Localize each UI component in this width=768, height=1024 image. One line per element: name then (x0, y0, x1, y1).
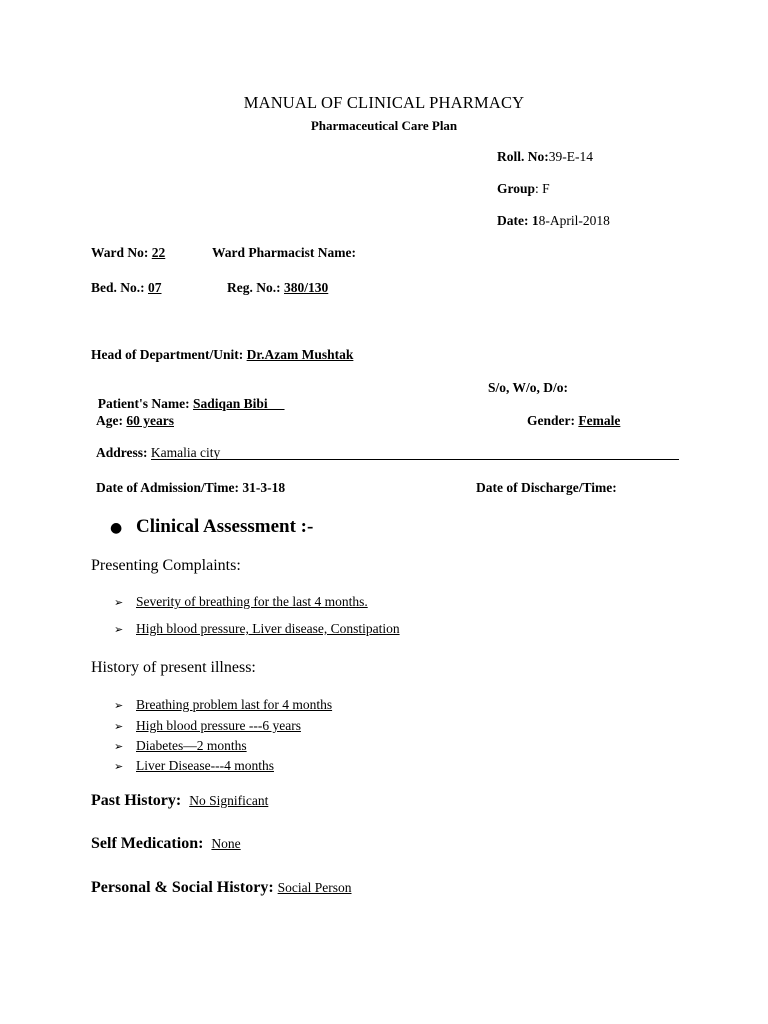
address-value: Kamalia city (150, 445, 221, 460)
age-value: 60 years (126, 413, 174, 428)
bed-label: Bed. No.: (91, 280, 148, 295)
ward-no-label: Ward No: (91, 245, 152, 260)
admission-date: Date of Admission/Time: 31-3-18 (96, 480, 286, 495)
arrow-right-icon: ➢ (114, 699, 124, 712)
bed-value: 07 (148, 280, 162, 295)
past-history-label: Past History: (91, 792, 182, 809)
gender-label: Gender: (527, 413, 579, 428)
bullet-dot-icon: ● (110, 520, 123, 536)
list-item (114, 717, 301, 735)
patient-gender (527, 413, 620, 429)
roll-number (497, 149, 593, 165)
patient-age (96, 413, 174, 429)
history-text: Breathing problem last for 4 months (136, 697, 333, 712)
group-value: : F (535, 181, 550, 196)
social-history-label: Personal & Social History: (91, 879, 274, 896)
self-medication-label: Self Medication: (91, 835, 204, 852)
arrow-right-icon: ➢ (114, 760, 124, 773)
list-item (114, 737, 247, 755)
list-item (114, 620, 400, 638)
ward-pharmacist: Ward Pharmacist Name: (212, 245, 356, 260)
presenting-complaints-heading: Presenting Complaints: (91, 557, 241, 574)
roll-label: Roll. No: (497, 149, 549, 164)
relation-field: S/o, W/o, D/o: (488, 380, 569, 395)
reg-value: 380/130 (284, 280, 329, 295)
clinical-assessment-label: Clinical Assessment :- (136, 516, 314, 537)
hod-value: Dr.Azam Mushtak (246, 347, 354, 362)
arrow-right-icon: ➢ (114, 720, 124, 733)
social-history (91, 879, 352, 897)
head-of-department (91, 347, 353, 363)
past-history-value: No Significant (189, 793, 269, 808)
roll-value: 39-E-14 (548, 149, 593, 164)
date (497, 213, 610, 229)
group-label: Group (497, 181, 536, 196)
reg-number (227, 280, 328, 296)
complaint-text: High blood pressure, Liver disease, Constipation (136, 621, 400, 636)
social-history-value: Social Person (277, 880, 352, 895)
list-item (114, 593, 368, 611)
history-text: Diabetes—2 months (136, 738, 247, 753)
arrow-right-icon: ➢ (114, 596, 124, 609)
complaint-text: Severity of breathing for the last 4 months. (136, 594, 368, 609)
patient-name-label: Patient's Name: (97, 396, 193, 411)
date-value: 8-April-2018 (538, 213, 610, 228)
ward-number (91, 245, 165, 261)
patient-name (91, 380, 285, 412)
page-subtitle: Pharmaceutical Care Plan (310, 118, 458, 133)
age-label: Age: (96, 413, 127, 428)
list-item (114, 696, 332, 714)
reg-label: Reg. No.: (227, 280, 284, 295)
discharge-date: Date of Discharge/Time: (476, 480, 617, 495)
group (497, 181, 550, 197)
history-text: Liver Disease---4 months (136, 758, 274, 773)
clinical-assessment-heading (110, 516, 313, 538)
address-label: Address: (96, 445, 151, 460)
arrow-right-icon: ➢ (114, 623, 124, 636)
page-title: MANUAL OF CLINICAL PHARMACY (243, 93, 525, 112)
address-underline (151, 459, 679, 460)
bed-number (91, 280, 162, 296)
self-medication-value: None (211, 836, 241, 851)
history-text: High blood pressure ---6 years (136, 718, 301, 733)
patient-name-value: Sadiqan Bibi (192, 396, 285, 411)
list-item (114, 757, 274, 775)
history-heading: History of present illness: (91, 659, 256, 676)
hod-label: Head of Department/Unit: (91, 347, 247, 362)
past-history (91, 792, 268, 810)
date-label: Date: 1 (497, 213, 539, 228)
gender-value: Female (578, 413, 621, 428)
self-medication (91, 835, 241, 853)
ward-no-value: 22 (151, 245, 166, 260)
arrow-right-icon: ➢ (114, 740, 124, 753)
